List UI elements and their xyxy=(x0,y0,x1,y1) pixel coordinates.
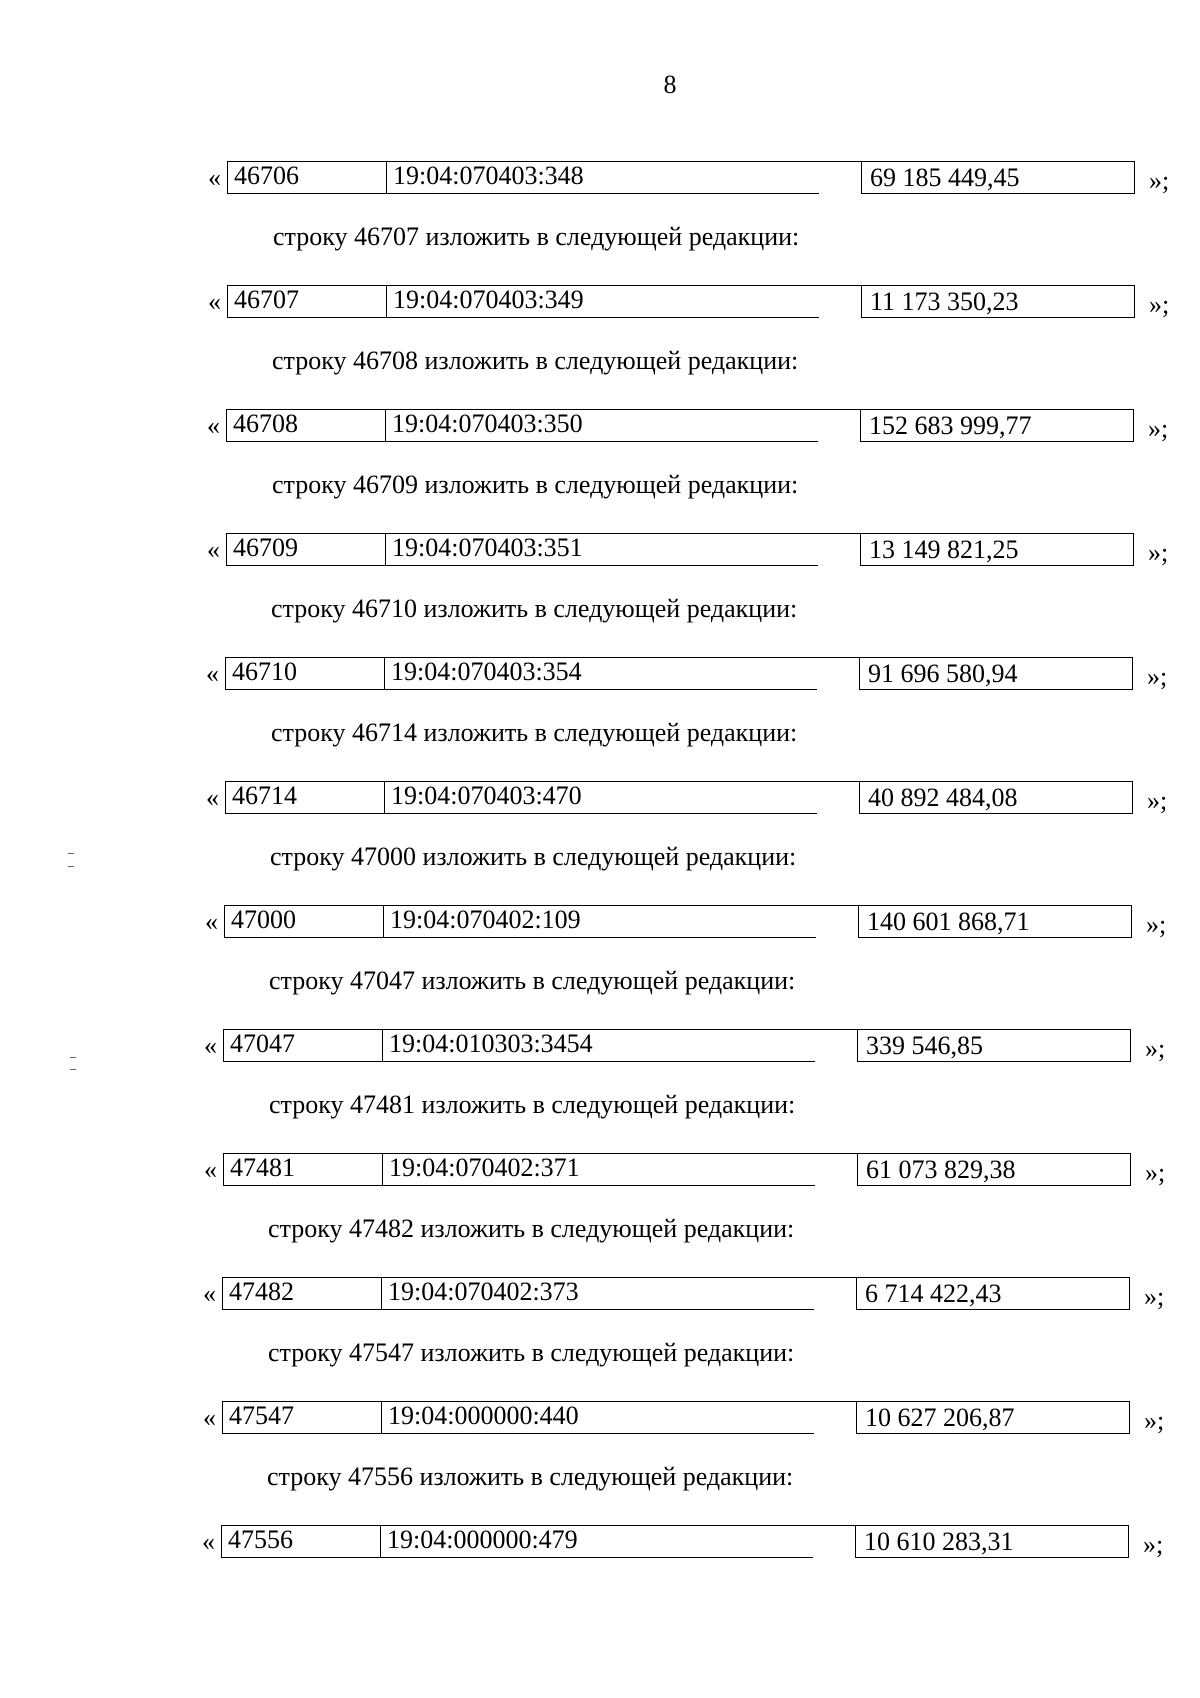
row-number-cell: 46708 xyxy=(227,410,385,442)
opening-quote: « xyxy=(202,1527,215,1556)
value-cell: 140 601 868,71 xyxy=(858,906,1131,938)
row-frame xyxy=(226,409,1134,442)
value-cell: 91 696 580,94 xyxy=(859,658,1132,690)
cadastral-number-cell: 19:04:010303:3454 xyxy=(382,1030,815,1062)
closing-quote: »; xyxy=(1143,1530,1164,1559)
row-number-cell: 46714 xyxy=(226,782,384,814)
row-frame xyxy=(226,533,1134,566)
opening-quote: « xyxy=(206,659,219,688)
closing-quote: »; xyxy=(1147,786,1168,815)
value-cell: 11 173 350,23 xyxy=(861,286,1134,318)
row-frame xyxy=(222,1401,1130,1434)
opening-quote: « xyxy=(204,1031,217,1060)
row-frame xyxy=(221,1525,1129,1558)
value-cell: 6 714 422,43 xyxy=(856,1278,1129,1310)
cadastral-number-cell: 19:04:070402:109 xyxy=(383,906,816,938)
amendment-instruction: строку 46708 изложить в следующей редакции: xyxy=(272,346,799,375)
cadastral-number-cell: 19:04:070403:354 xyxy=(384,658,817,690)
amendment-instruction: строку 46714 изложить в следующей редакции: xyxy=(271,718,798,747)
row-number-cell: 46706 xyxy=(228,162,386,194)
margin-mark xyxy=(68,866,74,867)
opening-quote: « xyxy=(203,1279,216,1308)
amendment-instruction: строку 47000 изложить в следующей редакции: xyxy=(270,842,797,871)
value-cell: 13 149 821,25 xyxy=(860,534,1133,566)
value-cell: 10 627 206,87 xyxy=(856,1402,1129,1434)
row-frame xyxy=(227,285,1135,318)
opening-quote: « xyxy=(204,1155,217,1184)
margin-mark xyxy=(70,1057,76,1058)
amendment-instruction: строку 47556 изложить в следующей редакции: xyxy=(267,1462,794,1491)
closing-quote: »; xyxy=(1149,290,1170,319)
cadastral-number-cell: 19:04:070402:371 xyxy=(382,1154,815,1186)
opening-quote: « xyxy=(207,535,220,564)
closing-quote: »; xyxy=(1147,662,1168,691)
closing-quote: »; xyxy=(1145,1034,1166,1063)
closing-quote: »; xyxy=(1144,1282,1165,1311)
amendment-instruction: строку 46709 изложить в следующей редакции: xyxy=(272,470,799,499)
cadastral-number-cell: 19:04:070403:349 xyxy=(386,286,819,318)
margin-mark xyxy=(68,853,74,854)
amendment-instruction: строку 47047 изложить в следующей редакции: xyxy=(269,966,796,995)
opening-quote: « xyxy=(208,163,221,192)
value-cell: 40 892 484,08 xyxy=(859,782,1132,814)
value-cell: 339 546,85 xyxy=(857,1030,1130,1062)
row-number-cell: 46707 xyxy=(228,286,386,318)
row-frame xyxy=(224,905,1132,938)
row-number-cell: 47481 xyxy=(224,1154,382,1186)
row-number-cell: 47047 xyxy=(224,1030,382,1062)
row-frame xyxy=(225,657,1133,690)
amendment-instruction: строку 47482 изложить в следующей редакции: xyxy=(268,1214,795,1243)
row-frame xyxy=(223,1153,1131,1186)
row-frame xyxy=(225,781,1133,814)
cadastral-number-cell: 19:04:000000:440 xyxy=(381,1402,814,1434)
row-number-cell: 46709 xyxy=(227,534,385,566)
closing-quote: »; xyxy=(1148,414,1169,443)
row-number-cell: 46710 xyxy=(226,658,384,690)
value-cell: 61 073 829,38 xyxy=(857,1154,1130,1186)
closing-quote: »; xyxy=(1146,910,1167,939)
opening-quote: « xyxy=(206,783,219,812)
row-number-cell: 47547 xyxy=(223,1402,381,1434)
cadastral-number-cell: 19:04:000000:479 xyxy=(380,1526,813,1558)
amendment-instruction: строку 47547 изложить в следующей редакции: xyxy=(268,1338,795,1367)
amendment-instruction: строку 46707 изложить в следующей редакции: xyxy=(273,222,800,251)
closing-quote: »; xyxy=(1145,1158,1166,1187)
cadastral-number-cell: 19:04:070403:470 xyxy=(384,782,817,814)
cadastral-number-cell: 19:04:070403:350 xyxy=(385,410,818,442)
row-frame xyxy=(223,1029,1131,1062)
margin-mark xyxy=(70,1069,76,1070)
closing-quote: »; xyxy=(1149,166,1170,195)
cadastral-number-cell: 19:04:070403:348 xyxy=(386,162,819,194)
page-number: 8 xyxy=(663,70,677,99)
amendment-instruction: строку 46710 изложить в следующей редакции: xyxy=(271,594,798,623)
opening-quote: « xyxy=(208,287,221,316)
amendment-instruction: строку 47481 изложить в следующей редакции: xyxy=(269,1090,796,1119)
value-cell: 69 185 449,45 xyxy=(861,162,1134,194)
row-number-cell: 47000 xyxy=(225,906,383,938)
row-frame xyxy=(227,161,1135,194)
value-cell: 152 683 999,77 xyxy=(860,410,1133,442)
cadastral-number-cell: 19:04:070402:373 xyxy=(381,1278,814,1310)
cadastral-number-cell: 19:04:070403:351 xyxy=(385,534,818,566)
row-number-cell: 47556 xyxy=(222,1526,380,1558)
closing-quote: »; xyxy=(1144,1406,1165,1435)
closing-quote: »; xyxy=(1148,538,1169,567)
opening-quote: « xyxy=(205,907,218,936)
opening-quote: « xyxy=(203,1403,216,1432)
row-number-cell: 47482 xyxy=(223,1278,381,1310)
value-cell: 10 610 283,31 xyxy=(855,1526,1128,1558)
opening-quote: « xyxy=(207,411,220,440)
row-frame xyxy=(222,1277,1130,1310)
